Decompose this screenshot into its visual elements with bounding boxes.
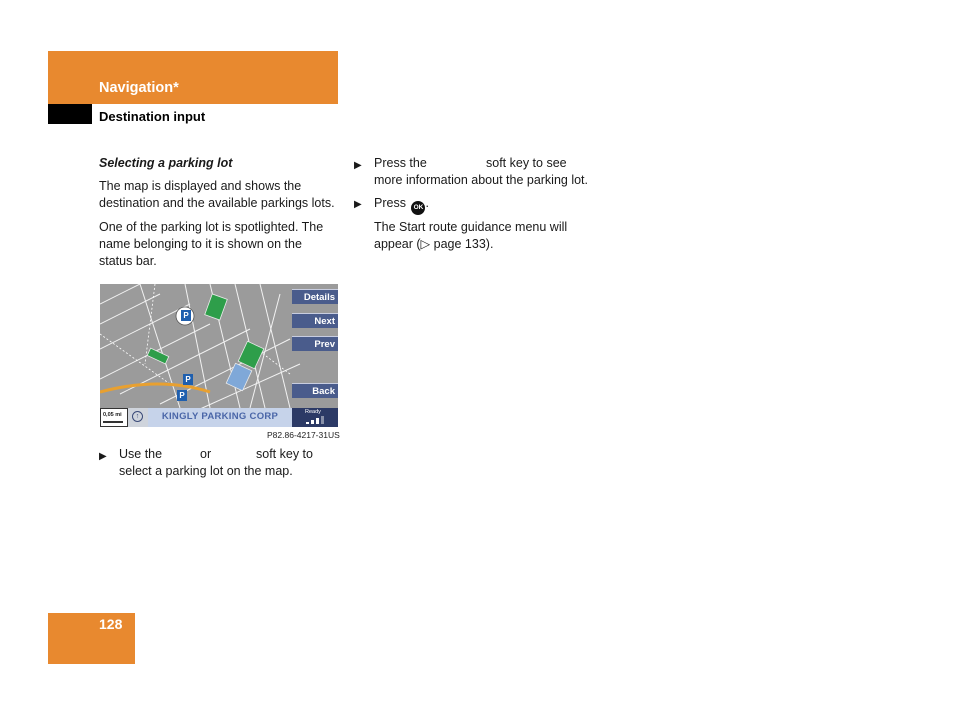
header-bar — [48, 51, 338, 104]
navigation-map-screen — [100, 284, 338, 427]
bullet-arrow-icon: ▶ — [354, 160, 362, 171]
section-heading: Selecting a parking lot — [99, 156, 233, 170]
ok-button-icon: OK — [411, 201, 425, 215]
back-softkey[interactable]: Back — [292, 383, 338, 398]
parking-marker-icon: P — [177, 390, 187, 401]
bullet-arrow-icon: ▶ — [354, 199, 362, 210]
figure-code: P82.86-4217-31US — [267, 430, 340, 440]
map-graphic — [100, 284, 338, 427]
page-number: 128 — [99, 616, 123, 632]
parking-marker-icon: P — [183, 374, 193, 385]
ready-indicator — [292, 408, 338, 427]
map-scale: 0,05 mi — [103, 412, 122, 418]
paragraph-map-display: The map is displayed and shows the destination and the available parkings lots. — [99, 179, 335, 210]
section-tab-marker — [48, 104, 92, 124]
paragraph-start-route: The Start route guidance menu will appear (▷ page 133). — [374, 220, 568, 251]
compass-area — [128, 408, 148, 427]
prev-softkey[interactable]: Prev — [292, 336, 338, 351]
bullet-press-ok: Press OK . — [374, 195, 429, 215]
page-section-title: Navigation* — [99, 80, 179, 96]
parking-name-status: KINGLY PARKING CORP — [148, 408, 292, 427]
next-softkey[interactable]: Next — [292, 313, 338, 328]
map-status-bar — [100, 408, 338, 427]
compass-icon: ↑ — [132, 411, 143, 422]
paragraph-spotlight: One of the parking lot is spotlighted. The name belonging to it is shown on the status bar. — [99, 220, 324, 268]
bullet-details-softkey: Press the soft key to see more information about the parking lot. — [374, 156, 589, 187]
bullet-select-parking: Use the or soft key to select a parking lot on the map. — [119, 447, 313, 478]
scale-box — [100, 408, 128, 427]
bullet-arrow-icon: ▶ — [99, 451, 107, 462]
parking-marker-icon: P — [181, 310, 191, 321]
page-subtitle: Destination input — [99, 109, 206, 124]
details-softkey[interactable]: Details — [292, 289, 338, 304]
ready-label: Ready — [305, 409, 321, 415]
